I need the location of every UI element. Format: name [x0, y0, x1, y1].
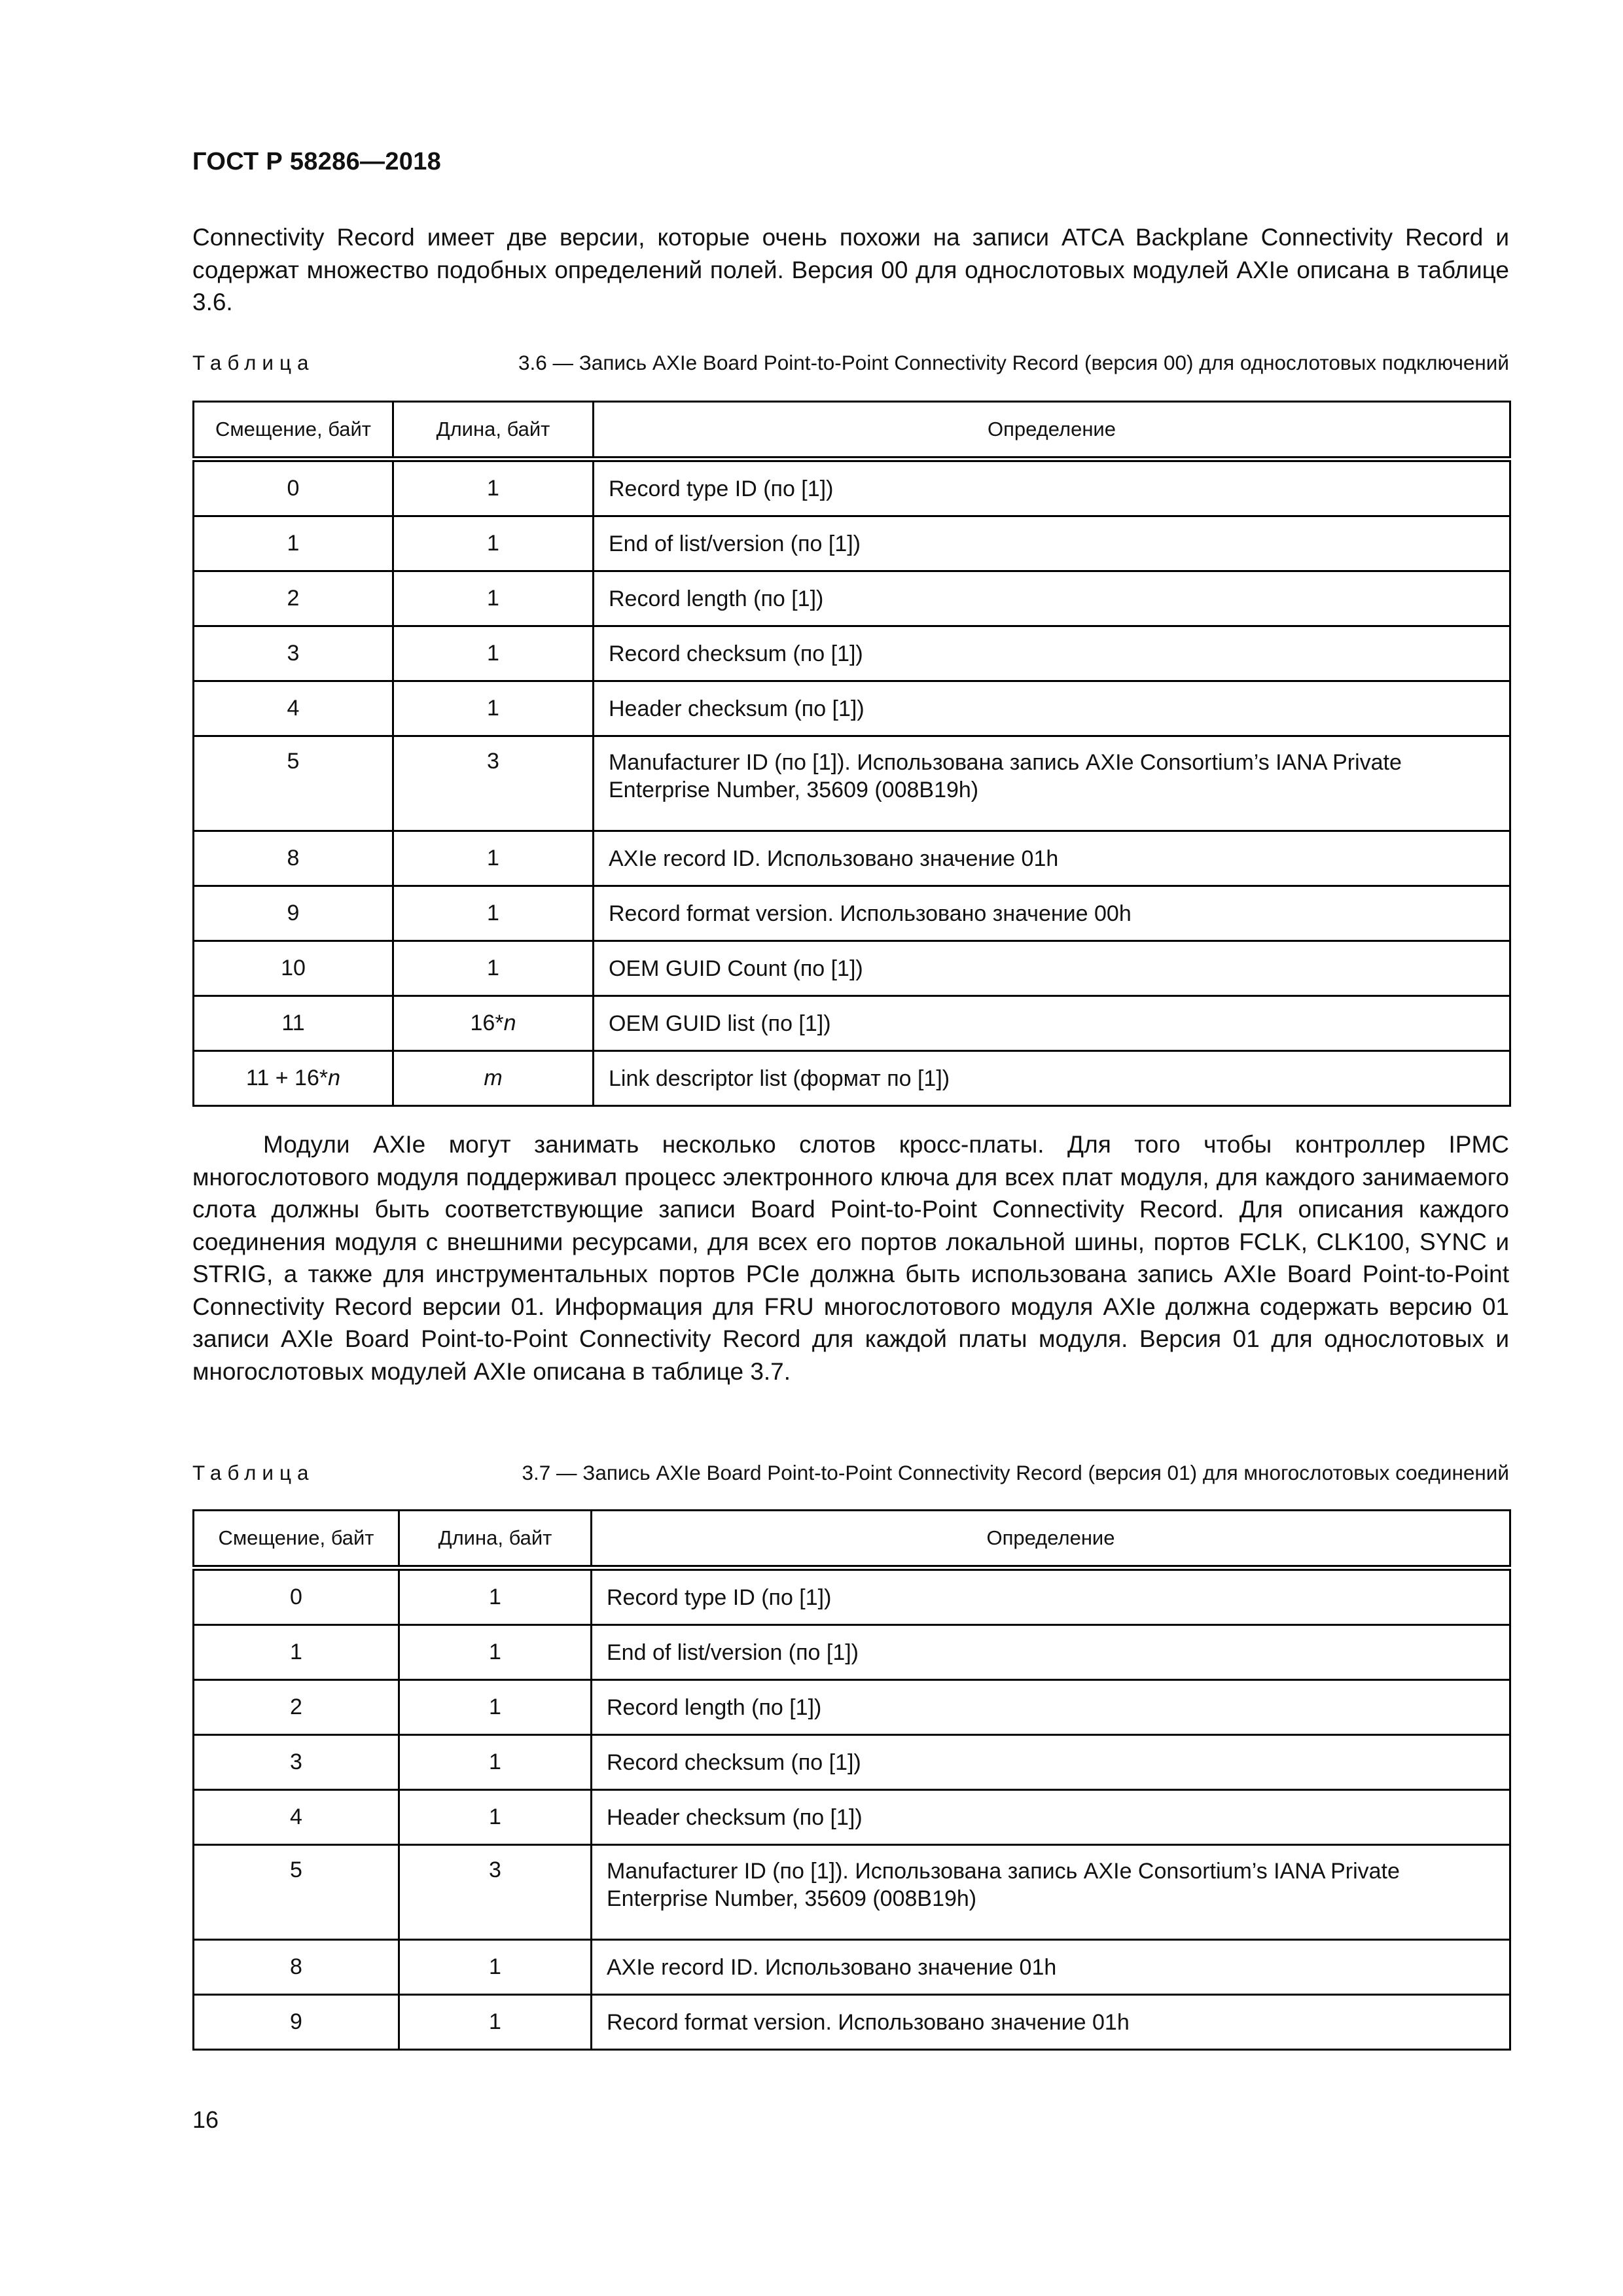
length-cell: 1 [399, 1680, 592, 1735]
definition-cell: Record checksum (по [1]) [592, 1735, 1510, 1790]
length-cell: 1 [399, 1625, 592, 1680]
table2-header-row [194, 1511, 1510, 1568]
table2-header-length: Длина, байт [399, 1511, 592, 1568]
length-cell: 3 [399, 1845, 592, 1940]
table-row [194, 886, 1510, 941]
body-paragraph: Модули AXIe могут занимать несколько слотов кросс-платы. Для того чтобы контроллер IPMC многослотового модуля поддерживал процесс электронного ключа для всех плат модуля, для каждого занимаемого слота должны быть соответствующие записи Board Point-to-Point Connectivity Record. Для описания каждого соединения модуля с внешними ресурсами, для всех его портов локальной шины, портов FCLK, CLK100, SYNC и STRIG, а также для инструментальных портов PCIe должна быть использована запись AXIe Board Point-to-Point Connectivity Record версии 01. Информация для FRU многослотового модуля AXIe должна содержать версию 01 записи AXIe Board Point-to-Point Connectivity Record для каждой платы модуля. Версия 01 для однослотовых и многослотовых модулей AXIe описана в таблице 3.7. [192, 1131, 1509, 1385]
offset-cell: 2 [194, 571, 393, 626]
definition-cell: Record type ID (по [1]) [594, 459, 1510, 516]
table1-caption-text: 3.6 — Запись AXIe Board Point-to-Point Connectivity Record (версия 00) для однослотовых подключений [518, 351, 1509, 374]
table-row [194, 1845, 1510, 1940]
table2-caption-text: 3.7 — Запись AXIe Board Point-to-Point Connectivity Record (версия 01) для многослотовых соединений [522, 1461, 1509, 1484]
offset-cell: 5 [194, 1845, 399, 1940]
definition-cell: Record length (по [1]) [592, 1680, 1510, 1735]
length-cell: 1 [393, 516, 594, 571]
table-row [194, 1735, 1510, 1790]
offset-cell: 1 [194, 1625, 399, 1680]
length-cell: 1 [393, 571, 594, 626]
length-cell: 1 [393, 941, 594, 996]
table-row [194, 996, 1510, 1051]
offset-cell: 11 + 16*n [194, 1051, 393, 1106]
length-cell: 1 [399, 1940, 592, 1995]
offset-cell: 10 [194, 941, 393, 996]
table-row [194, 1995, 1510, 2050]
offset-cell: 4 [194, 681, 393, 736]
length-cell: 16*n [393, 996, 594, 1051]
table2-header-definition: Определение [592, 1511, 1510, 1568]
definition-cell: Record format version. Использовано значение 00h [594, 886, 1510, 941]
document-header: ГОСТ Р 58286—2018 [192, 148, 442, 175]
definition-cell: End of list/version (по [1]) [594, 516, 1510, 571]
table-3-6 [192, 401, 1511, 1107]
definition-cell: OEM GUID Count (по [1]) [594, 941, 1510, 996]
table1-caption [192, 351, 1509, 375]
table1-header-definition: Определение [594, 402, 1510, 459]
definition-cell: Manufacturer ID (по [1]). Использована запись AXIe Consortium’s IANA Private Enterprise Number, 35609 (008B19h) [592, 1845, 1510, 1940]
table2-header-offset: Смещение, байт [194, 1511, 399, 1568]
offset-cell: 11 [194, 996, 393, 1051]
table-row [194, 459, 1510, 516]
offset-cell: 0 [194, 1568, 399, 1625]
definition-cell: Record length (по [1]) [594, 571, 1510, 626]
length-cell: 1 [393, 459, 594, 516]
offset-cell: 4 [194, 1790, 399, 1845]
table1-header-offset: Смещение, байт [194, 402, 393, 459]
table-row [194, 1568, 1510, 1625]
offset-cell: 8 [194, 831, 393, 886]
table-row [194, 1790, 1510, 1845]
definition-cell: AXIe record ID. Использовано значение 01h [594, 831, 1510, 886]
offset-cell: 9 [194, 1995, 399, 2050]
offset-cell: 9 [194, 886, 393, 941]
offset-cell: 5 [194, 736, 393, 831]
intro-paragraph: Connectivity Record имеет две версии, которые очень похожи на записи ATCA Backplane Connectivity Record и содержат множество подобных определений полей. Версия 00 для однослотовых модулей AXIe описана в таблице 3.6. [192, 224, 1509, 315]
table-row [194, 1051, 1510, 1106]
definition-cell: Link descriptor list (формат по [1]) [594, 1051, 1510, 1106]
offset-cell: 8 [194, 1940, 399, 1995]
length-cell: 1 [393, 681, 594, 736]
offset-cell: 3 [194, 1735, 399, 1790]
length-cell: 3 [393, 736, 594, 831]
definition-cell: Record checksum (по [1]) [594, 626, 1510, 681]
length-cell: 1 [393, 626, 594, 681]
definition-cell: Record type ID (по [1]) [592, 1568, 1510, 1625]
definition-cell: End of list/version (по [1]) [592, 1625, 1510, 1680]
definition-cell: OEM GUID list (по [1]) [594, 996, 1510, 1051]
length-cell: m [393, 1051, 594, 1106]
length-cell: 1 [399, 1568, 592, 1625]
table-row [194, 736, 1510, 831]
definition-cell: Header checksum (по [1]) [594, 681, 1510, 736]
offset-cell: 0 [194, 459, 393, 516]
table-3-7 [192, 1509, 1511, 2051]
length-cell: 1 [399, 1790, 592, 1845]
definition-cell: AXIe record ID. Использовано значение 01h [592, 1940, 1510, 1995]
offset-cell: 1 [194, 516, 393, 571]
table-row [194, 1680, 1510, 1735]
table2-caption [192, 1461, 1509, 1485]
offset-cell: 3 [194, 626, 393, 681]
definition-cell: Record format version. Использовано значение 01h [592, 1995, 1510, 2050]
table-row [194, 1940, 1510, 1995]
length-cell: 1 [399, 1995, 592, 2050]
table-row [194, 626, 1510, 681]
definition-cell: Header checksum (по [1]) [592, 1790, 1510, 1845]
table1-caption-word: Таблица [192, 351, 315, 374]
definition-cell: Manufacturer ID (по [1]). Использована запись AXIe Consortium’s IANA Private Enterprise Number, 35609 (008B19h) [594, 736, 1510, 831]
table-row [194, 831, 1510, 886]
table-row [194, 571, 1510, 626]
page-number: 16 [192, 2106, 219, 2133]
length-cell: 1 [393, 831, 594, 886]
table-row [194, 681, 1510, 736]
table-row [194, 941, 1510, 996]
length-cell: 1 [399, 1735, 592, 1790]
offset-cell: 2 [194, 1680, 399, 1735]
table2-caption-word: Таблица [192, 1461, 315, 1484]
table-row [194, 516, 1510, 571]
length-cell: 1 [393, 886, 594, 941]
table-row [194, 1625, 1510, 1680]
table1-header-row [194, 402, 1510, 459]
table1-header-length: Длина, байт [393, 402, 594, 459]
